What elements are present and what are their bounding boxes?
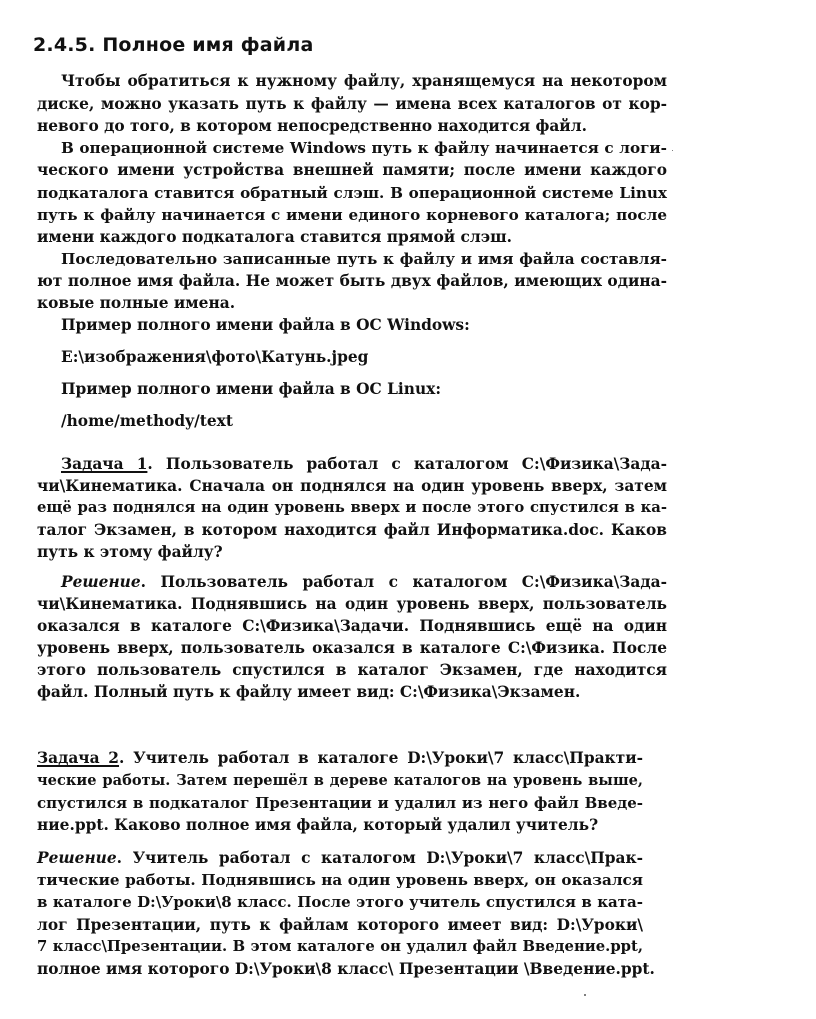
task-1-line-4: талог Экзамен, в котором находится файл Информатика.doc. Каков — [37, 521, 667, 539]
task-2-line-1 — [37, 747, 643, 769]
task-2-label: Задача 2 — [37, 749, 120, 767]
paragraph-3-line-3: ковые полные имена. — [37, 294, 236, 312]
term-full-file-name: полное имя файла — [67, 272, 235, 290]
text-span: диске, можно указать — [37, 95, 246, 113]
task-2-line-3: спустился в подкаталог Презентации и удалил из него файл Введе- — [37, 794, 643, 812]
paragraph-3-line-2 — [37, 270, 667, 292]
task-2-line-4: ние.ppt. Каково полное имя файла, который удалил учитель? — [37, 816, 599, 834]
task-1-line-2: чи\Кинематика. Сначала он поднялся на один уровень вверх, затем — [37, 477, 667, 495]
text-span: . Не может быть двух файлов, имеющих одина- — [234, 272, 667, 290]
task-1-line-5: путь к этому файлу? — [37, 543, 223, 561]
solution-1-line-5: этого пользователь спустился в каталог Экзамен, где находится — [37, 661, 667, 679]
paragraph-2-line-2: ческого имени устройства внешней памяти; после имени каждого — [37, 161, 667, 179]
solution-2-line-3: в каталоге D:\Уроки\8 класс. После этого учитель спустился в ката- — [37, 893, 643, 911]
term-file-path: путь к файлу — [245, 95, 367, 113]
text-span: . Пользователь работал с каталогом C:\Физика\Зада- — [140, 573, 667, 591]
solution-2-line-1 — [37, 847, 643, 869]
paragraph-2-line-1: В операционной системе Windows путь к файлу начинается с логи- — [61, 139, 667, 157]
paragraph-3-line-1: Последовательно записанные путь к файлу и имя файла составля- — [61, 250, 667, 268]
example-linux-path: /home/methody/text — [61, 412, 233, 430]
task-1-label: Задача 1 — [61, 455, 148, 473]
paragraph-1-line-1: Чтобы обратиться к нужному файлу, хранящемуся на некотором — [61, 72, 667, 90]
task-1-line-3: ещё раз поднялся на один уровень вверх и после этого спустился в ка- — [37, 499, 667, 516]
text-span: . Учитель работал в каталоге D:\Уроки\7 класс\Практи- — [119, 749, 644, 767]
solution-1-label: Решение — [61, 573, 141, 591]
solution-2-line-4: лог Презентации, путь к файлам которого имеет вид: D:\Уроки\ — [37, 916, 643, 934]
task-2-line-2: ческие работы. Затем перешёл в дереве каталогов на уровень выше, — [37, 772, 643, 789]
text-span: . Пользователь работал с каталогом C:\Физика\Зада- — [147, 455, 667, 473]
solution-1-line-4: уровень вверх, пользователь оказался в каталоге C:\Физика. После — [37, 639, 667, 657]
scan-speck — [672, 150, 673, 151]
text-span: — имена всех каталогов от кор- — [366, 95, 668, 113]
scan-speck — [584, 994, 586, 996]
paragraph-1-line-2 — [37, 93, 667, 115]
paragraph-2-line-5: имени каждого подкаталога ставится прямой слэш. — [37, 228, 513, 246]
text-span: ют — [37, 272, 68, 290]
task-1-line-1 — [61, 453, 667, 475]
example-linux-label: Пример полного имени файла в ОС Linux: — [61, 380, 441, 398]
solution-1-line-3: оказался в каталоге C:\Физика\Задачи. Поднявшись ещё на один — [37, 617, 667, 635]
solution-2-line-6: полное имя которого D:\Уроки\8 класс\ Презентации \Введение.ppt. — [37, 960, 655, 978]
example-windows-path: E:\изображения\фото\Катунь.jpeg — [61, 348, 369, 366]
paragraph-2-line-3: подкаталога ставится обратный слэш. В операционной системе Linux — [37, 184, 667, 202]
solution-2-line-5: 7 класс\Презентации. В этом каталоге он удалил файл Введение.ppt, — [37, 938, 643, 955]
text-span: . Учитель работал с каталогом D:\Уроки\7 класс\Прак- — [116, 849, 643, 867]
solution-1-line-6: файл. Полный путь к файлу имеет вид: C:\Физика\Экзамен. — [37, 683, 581, 701]
solution-1-line-2: чи\Кинематика. Поднявшись на один уровень вверх, пользователь — [37, 595, 667, 613]
solution-1-line-1 — [61, 571, 667, 593]
solution-2-line-2: тические работы. Поднявшись на один уровень вверх, он оказался — [37, 871, 643, 889]
paragraph-2-line-4: путь к файлу начинается с имени единого корневого каталога; после — [37, 206, 667, 224]
solution-2-label: Решение — [37, 849, 117, 867]
paragraph-1-line-3: невого до того, в котором непосредственно находится файл. — [37, 117, 587, 135]
example-windows-label: Пример полного имени файла в ОС Windows: — [61, 316, 470, 334]
section-heading: 2.4.5. Полное имя файла — [33, 34, 314, 56]
